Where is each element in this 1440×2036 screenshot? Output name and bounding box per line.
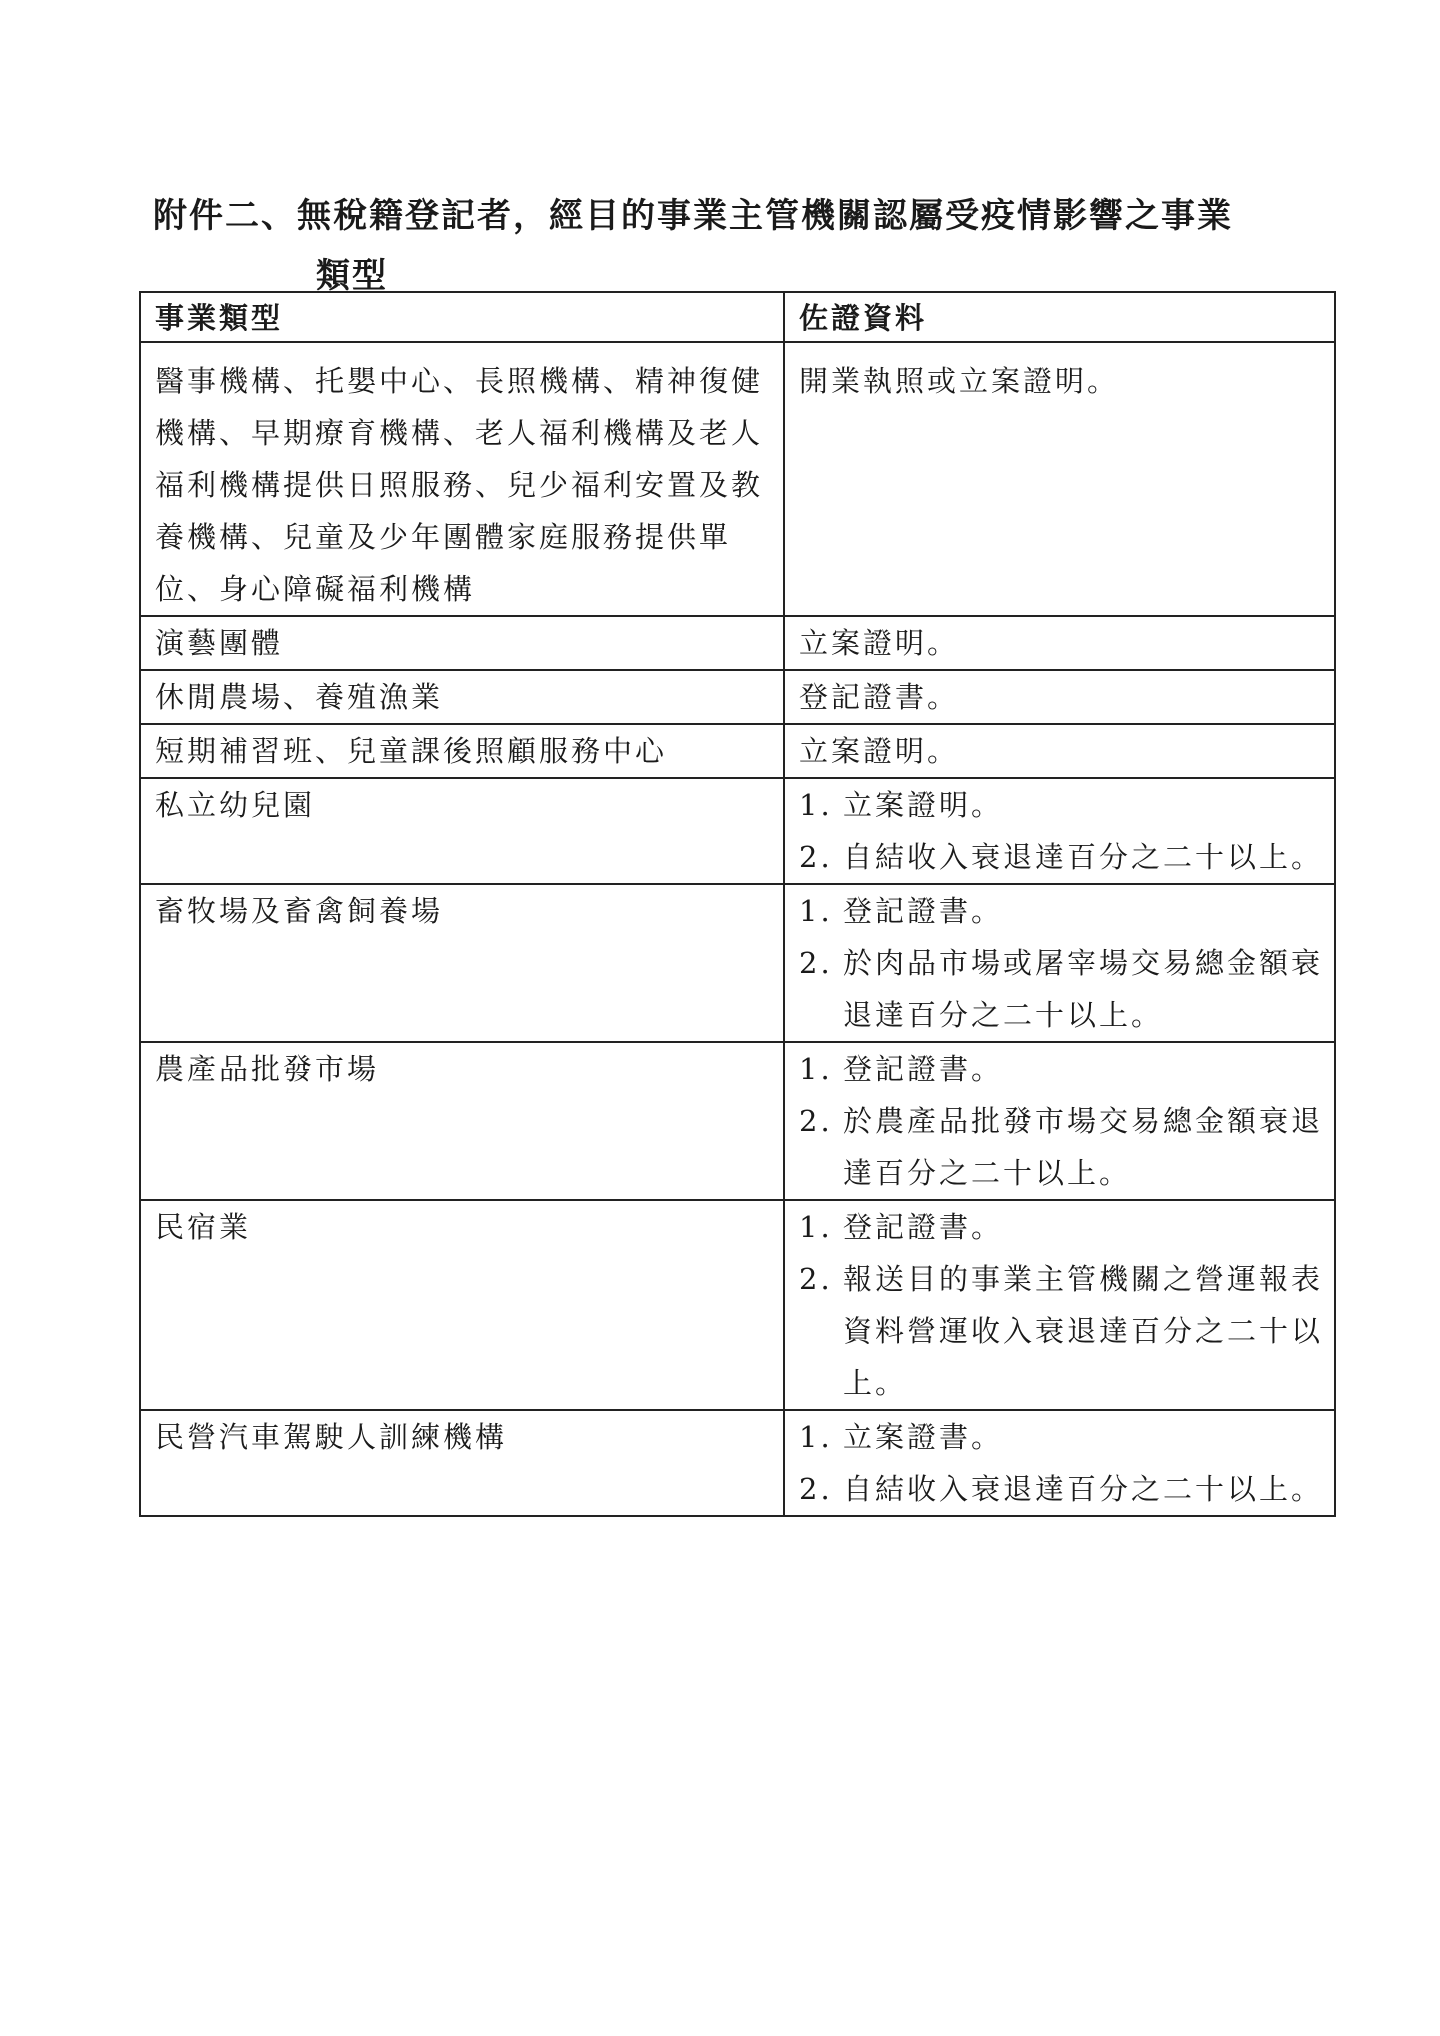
business-type-cell [140, 616, 784, 670]
evidence-item [799, 831, 1324, 883]
evidence-cell [784, 616, 1335, 670]
business-type-text: 醫事機構、托嬰中心、長照機構、精神復健機構、早期療育機構、老人福利機構及老人福利機構提供日照服務、兒少福利安置及教養機構、兒童及少年團體家庭服務提供單位、身心障礙福利機構 [155, 364, 764, 606]
item-number: 1. [799, 894, 833, 928]
item-text: 於農產品批發市場交易總金額衰退達百分之二十以上。 [843, 1104, 1324, 1190]
business-type-text: 演藝團體 [155, 626, 284, 660]
evidence-cell [784, 724, 1335, 778]
business-type-cell [140, 670, 784, 724]
business-type-cell [140, 342, 784, 616]
evidence-item [799, 1463, 1324, 1515]
item-number: 1. [799, 1420, 833, 1454]
evidence-item [799, 1201, 1324, 1253]
header-business-type: 事業類型 [140, 292, 784, 342]
item-text: 立案證書。 [843, 1420, 1004, 1454]
table-row [140, 1410, 1335, 1516]
business-type-text: 民營汽車駕駛人訓練機構 [155, 1420, 508, 1454]
item-text: 自結收入衰退達百分之二十以上。 [843, 1472, 1324, 1506]
item-text: 報送目的事業主管機關之營運報表資料營運收入衰退達百分之二十以上。 [843, 1262, 1324, 1400]
item-text: 登記證書。 [843, 1210, 1004, 1244]
table-row [140, 616, 1335, 670]
table-row [140, 724, 1335, 778]
business-type-cell [140, 1042, 784, 1200]
business-type-text: 畜牧場及畜禽飼養場 [155, 894, 444, 928]
evidence-cell [784, 670, 1335, 724]
item-text: 自結收入衰退達百分之二十以上。 [843, 840, 1324, 874]
table-header-row [140, 292, 1335, 342]
table-row [140, 778, 1335, 884]
table-row [140, 1200, 1335, 1410]
business-type-cell [140, 778, 784, 884]
business-type-text: 短期補習班、兒童課後照顧服務中心 [155, 734, 668, 768]
item-number: 2. [799, 1262, 833, 1296]
evidence-text: 開業執照或立案證明。 [799, 364, 1120, 398]
evidence-cell [784, 1042, 1335, 1200]
item-number: 2. [799, 1472, 833, 1506]
evidence-item [799, 1095, 1324, 1199]
evidence-item [799, 1253, 1324, 1409]
evidence-item [799, 1043, 1324, 1095]
evidence-text: 立案證明。 [799, 734, 960, 768]
table-row [140, 1042, 1335, 1200]
business-type-text: 農產品批發市場 [155, 1052, 380, 1086]
business-type-cell [140, 884, 784, 1042]
table-row [140, 884, 1335, 1042]
item-text: 登記證書。 [843, 894, 1004, 928]
evidence-text: 立案證明。 [799, 626, 960, 660]
title-line-1: 附件二、無稅籍登記者，經目的事業主管機關認屬受疫情影響之事業 [153, 196, 1233, 236]
table-row [140, 670, 1335, 724]
evidence-text: 登記證書。 [799, 680, 960, 714]
title-line-2: 類型 [316, 256, 388, 296]
item-text: 於肉品市場或屠宰場交易總金額衰退達百分之二十以上。 [843, 946, 1324, 1032]
business-type-cell [140, 1200, 784, 1410]
evidence-cell [784, 1410, 1335, 1516]
evidence-cell [784, 778, 1335, 884]
evidence-item [799, 1411, 1324, 1463]
document-title [153, 186, 1323, 306]
item-number: 2. [799, 840, 833, 874]
evidence-cell [784, 1200, 1335, 1410]
item-text: 立案證明。 [843, 788, 1004, 822]
item-text: 登記證書。 [843, 1052, 1004, 1086]
item-number: 1. [799, 788, 833, 822]
business-type-cell [140, 724, 784, 778]
evidence-item [799, 885, 1324, 937]
business-type-text: 私立幼兒園 [155, 788, 316, 822]
item-number: 1. [799, 1210, 833, 1244]
table-row [140, 342, 1335, 616]
item-number: 1. [799, 1052, 833, 1086]
evidence-item [799, 937, 1324, 1041]
business-type-text: 休閒農場、養殖漁業 [155, 680, 444, 714]
evidence-item [799, 779, 1324, 831]
header-evidence: 佐證資料 [784, 292, 1335, 342]
item-number: 2. [799, 946, 833, 980]
business-type-text: 民宿業 [155, 1210, 252, 1244]
evidence-cell [784, 884, 1335, 1042]
business-type-table [139, 291, 1336, 1517]
business-type-cell [140, 1410, 784, 1516]
evidence-cell [784, 342, 1335, 616]
item-number: 2. [799, 1104, 833, 1138]
